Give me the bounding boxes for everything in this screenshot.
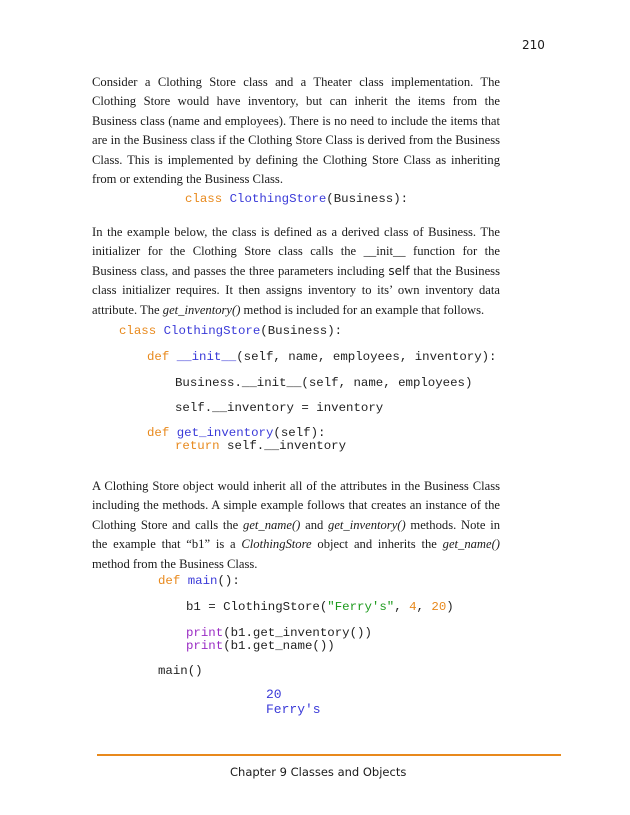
code-line <box>186 600 454 614</box>
code-number: 4 <box>409 600 417 614</box>
program-output-line: 20 <box>266 687 282 702</box>
method-name: get_inventory() <box>162 302 241 317</box>
code-text: (Business): <box>260 324 343 338</box>
code-text: (b1.get_name()) <box>223 639 335 653</box>
text: method from the Business Class. <box>92 556 258 571</box>
code-number: 20 <box>431 600 447 614</box>
code-function-name: get_inventory <box>176 426 274 440</box>
page-number: 210 <box>522 38 545 52</box>
code-line <box>186 626 372 640</box>
code-text: (self, name, employees, inventory): <box>236 350 497 364</box>
code-text: ) <box>446 600 454 614</box>
text: methods. Note in the example that “b1” is a <box>92 517 501 552</box>
text: method is included for an example that follows. <box>240 302 485 317</box>
footer-divider <box>97 754 561 756</box>
code-string: "Ferry's" <box>327 600 395 614</box>
text: and <box>300 517 329 532</box>
code-keyword: def <box>147 426 170 440</box>
method-name: get_inventory() <box>328 517 406 532</box>
code-line: Business.__init__(self, name, employees) <box>175 376 473 390</box>
paragraph-intro: Consider a Clothing Store class and a Theater class implementation. The Clothing Store would have inventory, but can inherit the items from the Business class (name and employees). There is no need to include the items that are in the Business class if the Clothing Store Class is derived from the Business Class. This is implemented by defining the Clothing Store Class as inheriting from or extending the Business Class. <box>92 75 500 187</box>
code-line <box>158 574 240 588</box>
paragraph-derived-class <box>92 223 500 320</box>
text: A Clothing Store object would inherit all of the attributes in the Business Class including the methods. A simple example follows that creates an instance of the Clothing Store and calls the <box>92 479 500 532</box>
code-class-declaration <box>185 192 408 206</box>
code-line <box>119 324 342 338</box>
code-text: , <box>416 600 432 614</box>
code-text: b1 = ClothingStore( <box>186 600 328 614</box>
code-keyword: class <box>119 324 157 338</box>
class-name: ClothingStore <box>241 537 312 552</box>
code-class-name: ClothingStore <box>163 324 261 338</box>
method-name: get_name() <box>243 517 301 532</box>
code-line <box>175 439 346 453</box>
code-keyword: def <box>158 574 181 588</box>
text: that the Business class initializer requires. It then assigns inventory to its’ own inventory data attribute. The <box>92 263 500 317</box>
code-builtin: print <box>186 639 224 653</box>
code-keyword: return <box>175 439 220 453</box>
footer-chapter-title: Chapter 9 Classes and Objects <box>230 765 407 779</box>
code-text: (self): <box>273 426 326 440</box>
code-text: (b1.get_inventory()) <box>223 626 372 640</box>
code-function-name: main <box>187 574 218 588</box>
code-function-name: __init__ <box>176 350 237 364</box>
text: object and inherits the <box>311 537 443 552</box>
code-text: , <box>394 600 410 614</box>
code-keyword: class <box>185 192 223 206</box>
code-text: (Business): <box>326 192 409 206</box>
paragraph-inheritance-example <box>92 477 500 574</box>
code-line <box>147 350 497 364</box>
code-line: self.__inventory = inventory <box>175 401 384 415</box>
code-line <box>186 639 335 653</box>
method-name: get_name() <box>442 537 501 552</box>
code-keyword: def <box>147 350 170 364</box>
code-line: main() <box>158 664 203 678</box>
code-text: (): <box>217 574 240 588</box>
self-keyword: self <box>388 263 410 278</box>
code-text: self.__inventory <box>219 439 347 453</box>
program-output-line: Ferry's <box>266 702 321 717</box>
text: In the example below, the class is defined as a derived class of Business. The initializer for the Clothing Store class calls the __init__ function for the Business class, and passes the three parameters including <box>92 225 500 278</box>
code-line <box>147 426 325 440</box>
code-class-name: ClothingStore <box>229 192 327 206</box>
code-builtin: print <box>186 626 224 640</box>
